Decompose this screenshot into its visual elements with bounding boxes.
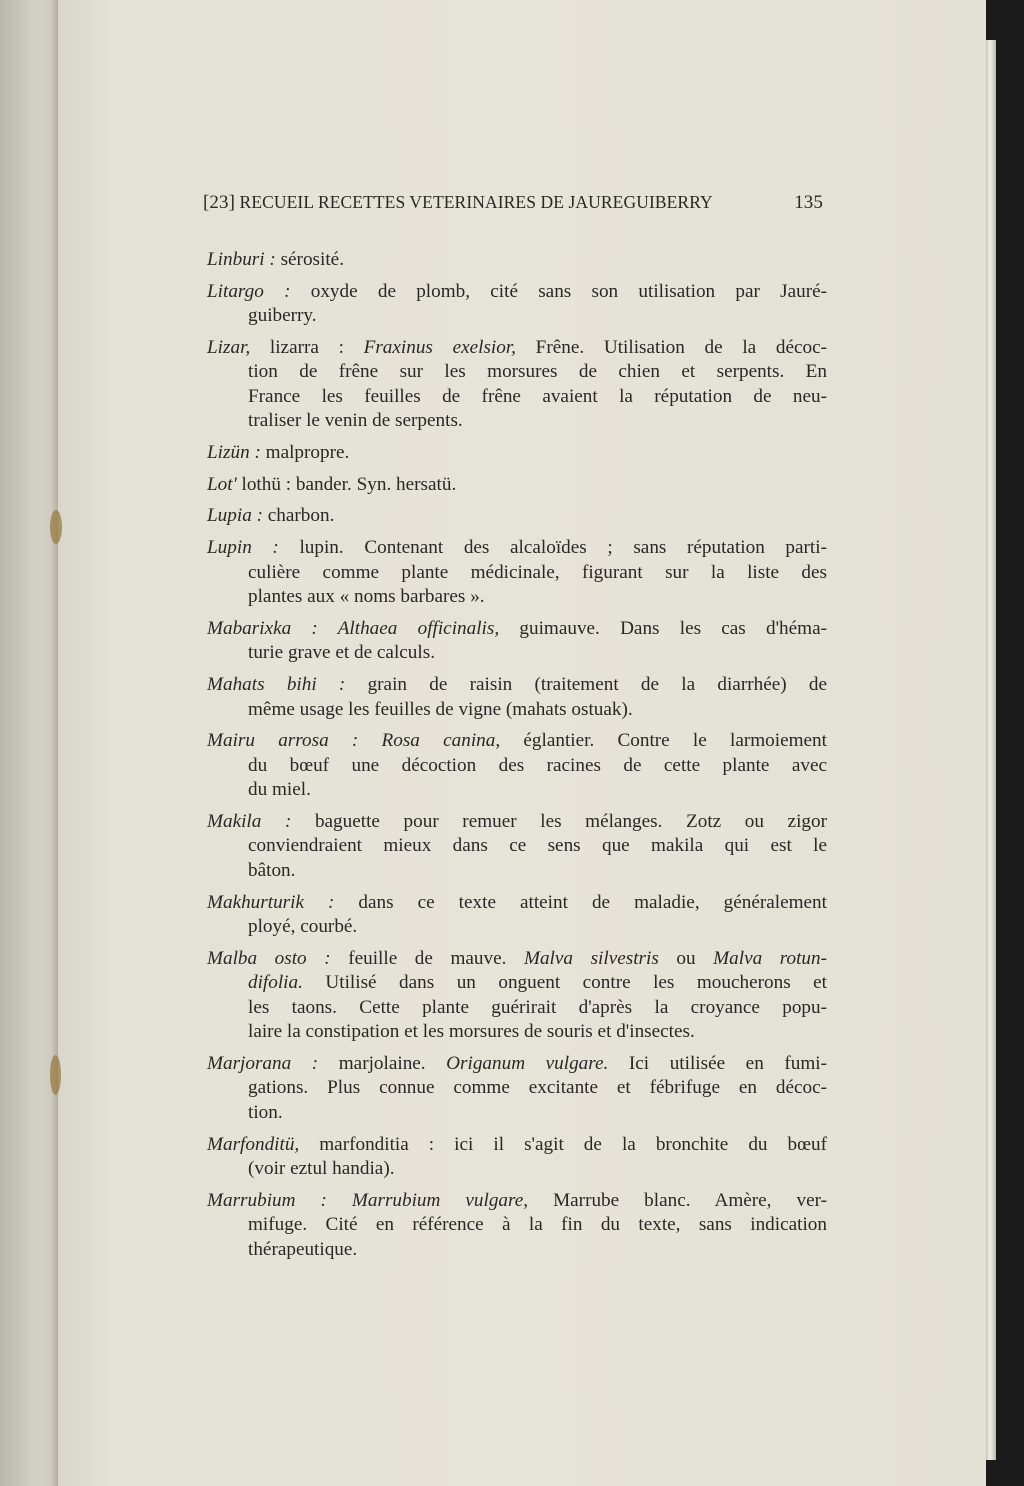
text-segment: les taons. Cette plante guérirait d'après la croyance popu- bbox=[248, 996, 827, 1018]
text-line bbox=[207, 729, 827, 754]
text-line bbox=[207, 441, 827, 466]
text-segment: conviendraient mieux dans ce sens que makila qui est le bbox=[248, 835, 827, 857]
section-number: [23] bbox=[203, 192, 236, 213]
text-line bbox=[207, 673, 827, 698]
glossary-entry bbox=[207, 1052, 827, 1126]
text-line bbox=[207, 360, 827, 385]
glossary-entry bbox=[207, 891, 827, 940]
glossary-entry bbox=[207, 617, 827, 666]
glossary-entries bbox=[207, 248, 827, 1270]
text-segment: du miel. bbox=[248, 779, 311, 801]
italic-term: Malba osto : bbox=[207, 947, 331, 969]
text-line bbox=[207, 778, 827, 803]
glossary-entry bbox=[207, 1189, 827, 1263]
text-segment: lupin. Contenant des alcaloïdes ; sans réputation parti- bbox=[278, 537, 827, 559]
text-line bbox=[207, 915, 827, 940]
text-line bbox=[207, 698, 827, 723]
text-segment: marjolaine. bbox=[318, 1052, 447, 1074]
italic-term: Mahats bihi : bbox=[207, 674, 346, 695]
text-line bbox=[207, 585, 827, 610]
glossary-entry bbox=[207, 473, 827, 498]
text-segment: même usage les feuilles de vigne (mahats ostuak). bbox=[248, 698, 633, 720]
italic-term: Lupin : bbox=[207, 537, 279, 559]
text-line bbox=[207, 1052, 827, 1077]
italic-term: Lizün : bbox=[207, 442, 261, 464]
text-segment: gations. Plus connue comme excitante et fébrifuge en décoc- bbox=[248, 1077, 827, 1099]
text-segment: sérosité. bbox=[275, 249, 344, 270]
glue-stain bbox=[50, 1055, 61, 1095]
text-line bbox=[207, 1076, 827, 1101]
glossary-entry bbox=[207, 441, 827, 466]
glossary-entry bbox=[207, 673, 827, 722]
text-line bbox=[207, 536, 827, 561]
text-line bbox=[207, 996, 827, 1021]
page-number: 135 bbox=[794, 192, 823, 213]
text-segment: ou bbox=[658, 947, 714, 969]
text-segment: thérapeutique. bbox=[248, 1238, 358, 1260]
italic-term: Marfonditü, bbox=[207, 1133, 300, 1155]
text-line bbox=[207, 754, 827, 779]
text-line bbox=[207, 280, 827, 305]
italic-term: Fraxinus exelsior, bbox=[363, 336, 516, 358]
text-segment: bâton. bbox=[248, 859, 296, 881]
glossary-entry bbox=[207, 336, 827, 434]
text-segment: baguette pour remuer les mélanges. Zotz ou zigor bbox=[291, 810, 827, 832]
glossary-entry bbox=[207, 1133, 827, 1182]
text-line bbox=[207, 304, 827, 329]
text-segment: plantes aux « noms barbares ». bbox=[248, 586, 485, 608]
text-line bbox=[207, 1189, 827, 1214]
glossary-entry bbox=[207, 248, 827, 273]
text-segment: Utilisé dans un onguent contre les moucherons et bbox=[302, 972, 827, 994]
text-line bbox=[207, 1133, 827, 1158]
page-edge bbox=[986, 40, 996, 1460]
text-segment: turie grave et de calculs. bbox=[248, 642, 435, 664]
text-segment: Ici utilisée en fumi- bbox=[608, 1052, 827, 1074]
text-segment: feuille de mauve. bbox=[330, 947, 524, 969]
italic-term: Mabarixka : Althaea officinalis, bbox=[207, 617, 500, 639]
text-line bbox=[207, 473, 827, 498]
glossary-entry bbox=[207, 947, 827, 1045]
text-segment: du bœuf une décoction des racines de cette plante avec bbox=[248, 754, 827, 776]
glossary-entry bbox=[207, 536, 827, 610]
italic-term: Lot' bbox=[207, 473, 237, 495]
glossary-entry bbox=[207, 504, 827, 529]
italic-term: Makila : bbox=[207, 810, 292, 832]
text-segment: grain de raisin (traitement de la diarrhée) de bbox=[345, 674, 827, 695]
text-line bbox=[207, 1157, 827, 1182]
text-segment: malpropre. bbox=[260, 442, 350, 464]
italic-term: Origanum vulgare. bbox=[446, 1052, 609, 1074]
text-segment: dans ce texte atteint de maladie, généralement bbox=[334, 891, 827, 913]
text-segment: Frêne. Utilisation de la décoc- bbox=[515, 336, 827, 358]
text-segment: lothü : bander. Syn. hersatü. bbox=[236, 473, 457, 495]
text-line bbox=[207, 1101, 827, 1126]
text-segment: Marrube blanc. Amère, ver- bbox=[528, 1189, 828, 1211]
text-segment: églantier. Contre le larmoiement bbox=[500, 730, 827, 752]
text-line bbox=[207, 617, 827, 642]
italic-term: Mairu arrosa : Rosa canina, bbox=[207, 730, 501, 752]
text-segment: tion. bbox=[248, 1101, 283, 1123]
text-line bbox=[207, 336, 827, 361]
italic-term: Linburi : bbox=[207, 249, 276, 270]
glossary-entry bbox=[207, 810, 827, 884]
text-line bbox=[207, 504, 827, 529]
text-segment: oxyde de plomb, cité sans son utilisation par Jauré- bbox=[290, 280, 827, 302]
glossary-entry bbox=[207, 280, 827, 329]
italic-term: Makhurturik : bbox=[207, 891, 335, 913]
text-segment: lizarra : bbox=[250, 336, 364, 358]
italic-term: Lupia : bbox=[207, 505, 263, 527]
text-segment: ployé, courbé. bbox=[248, 916, 358, 938]
text-line bbox=[207, 409, 827, 434]
text-segment: France les feuilles de frêne avaient la réputation de neu- bbox=[248, 385, 827, 407]
text-line bbox=[207, 641, 827, 666]
text-line bbox=[207, 834, 827, 859]
text-line bbox=[207, 1213, 827, 1238]
text-line bbox=[207, 891, 827, 916]
text-line bbox=[207, 1238, 827, 1263]
text-segment: mifuge. Cité en référence à la fin du texte, sans indication bbox=[248, 1214, 827, 1236]
text-segment: laire la constipation et les morsures de souris et d'insectes. bbox=[248, 1021, 695, 1043]
italic-term: Lizar, bbox=[207, 336, 251, 358]
left-page-gutter bbox=[0, 0, 60, 1486]
text-segment: (voir eztul handia). bbox=[248, 1158, 395, 1180]
text-line bbox=[207, 385, 827, 410]
text-segment: marfonditia : ici il s'agit de la bronchite du bœuf bbox=[299, 1133, 827, 1155]
glossary-entry bbox=[207, 729, 827, 803]
text-line bbox=[207, 859, 827, 884]
text-segment: guimauve. Dans les cas d'héma- bbox=[499, 617, 827, 639]
italic-term: Litargo : bbox=[207, 280, 291, 302]
text-segment: culière comme plante médicinale, figurant sur la liste des bbox=[248, 561, 827, 583]
running-header bbox=[203, 192, 823, 214]
italic-term: Marrubium : Marrubium vulgare, bbox=[207, 1189, 529, 1211]
italic-term: difolia. bbox=[248, 972, 303, 994]
text-line bbox=[207, 561, 827, 586]
text-segment: traliser le venin de serpents. bbox=[248, 410, 463, 432]
running-title: RECUEIL RECETTES VETERINAIRES DE JAUREGUIBERRY bbox=[239, 192, 713, 212]
text-line bbox=[207, 1020, 827, 1045]
text-segment: guiberry. bbox=[248, 305, 317, 327]
text-line bbox=[207, 971, 827, 996]
italic-term: Malva rotun- bbox=[713, 947, 828, 969]
text-segment: tion de frêne sur les morsures de chien et serpents. En bbox=[248, 361, 827, 383]
text-line bbox=[207, 810, 827, 835]
text-line bbox=[207, 248, 827, 273]
text-segment: charbon. bbox=[262, 505, 335, 527]
glue-stain bbox=[50, 510, 62, 544]
italic-term: Malva silvestris bbox=[523, 947, 659, 969]
italic-term: Marjorana : bbox=[207, 1052, 319, 1074]
text-line bbox=[207, 947, 827, 972]
